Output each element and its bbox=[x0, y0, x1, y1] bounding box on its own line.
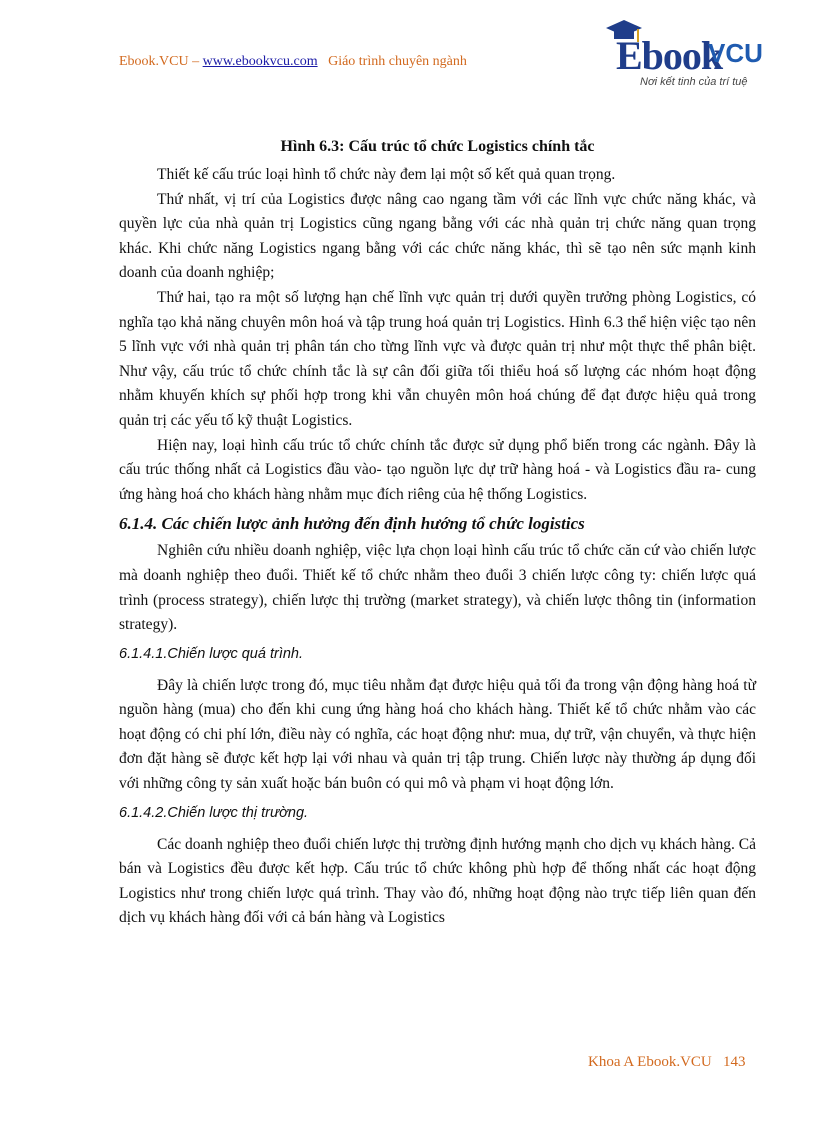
subsection-text-process: Đây là chiến lược trong đó, mục tiêu nhằm đạt được hiệu quả tối đa trong vận động hàng hoá từ nguồn hàng (mua) cho đến khi cung ứng hàng hoá cho khách hàng. Thiết kế tổ chức nhằm vào các hoạt động có chi phí lớn, điều này có nghĩa, các hoạt động như: mua, dự trữ, vận chuyển, và thực hiện đơn đặt hàng sẽ được kết hợp lại với nhau và quản trị tập trung. Chiến lược này thường áp dụng đối với những công ty sản xuất hoặc bán buôn có qui mô và phạm vi hoạt động lớn. bbox=[119, 676, 756, 793]
paragraph: Hiện nay, loại hình cấu trúc tổ chức chính tắc được sử dụng phổ biến trong các ngành. Đây là cấu trúc thống nhất cả Logistics đầu vào- tạo nguồn lực dự trữ hàng hoá - và Logistics đầu ra- cung ứng hàng hoá cho khách hàng nhằm mục đích riêng của hệ thống Logistics. bbox=[119, 436, 756, 503]
logo-brand: Ebook bbox=[616, 33, 723, 78]
logo-brand-vcu: VCU bbox=[708, 38, 763, 68]
figure-title: Hình 6.3: Cấu trúc tổ chức Logistics chính tắc bbox=[280, 138, 595, 155]
ebook-vcu-logo bbox=[600, 18, 780, 98]
header-subtitle: Giáo trình chuyên ngành bbox=[328, 54, 467, 69]
logo-tagline: Nơi kết tinh của trí tuệ bbox=[640, 76, 748, 88]
subsection-text-market: Các doanh nghiệp theo đuổi chiến lược thị trường định hướng mạnh cho dịch vụ khách hàng. Cả bán và Logistics đều được kết hợp. Cấu trúc tổ chức không phù hợp để thống nhất các hoạt động Logistics như trong chiến lược quá trình. Thay vào đó, những hoạt động nào trực tiếp liên quan đến dịch vụ khách hàng đối với cả bán hàng và Logistics bbox=[119, 835, 756, 927]
section-intro: Nghiên cứu nhiều doanh nghiệp, việc lựa chọn loại hình cấu trúc tổ chức căn cứ vào chiến lược mà doanh nghiệp theo đuổi. Thiết kế tổ chức nhằm theo đuổi 3 chiến lược công ty: chiến lược quá trình (process strategy), chiến lược thị trường (market strategy), và chiến lược thông tin (information strategy). bbox=[119, 542, 756, 634]
paragraph: Thứ nhất, vị trí của Logistics được nâng cao ngang tầm với các lĩnh vực chức năng khác, và quyền lực của nhà quản trị Logistics cũng ngang bằng với các nhà quản trị chức năng quan trọng khác. Khi chức năng Logistics ngang bằng với các chức năng khác, thì sẽ tạo nên sức mạnh kinh doanh của doanh nghiệp; bbox=[119, 190, 756, 282]
paragraph: Thiết kế cấu trúc loại hình tổ chức này đem lại một số kết quả quan trọng. bbox=[157, 166, 616, 183]
subsection-heading-market: 6.1.4.2.Chiến lược thị trường. bbox=[119, 804, 309, 821]
page-content bbox=[119, 138, 756, 931]
header-website-link[interactable]: www.ebookvcu.com bbox=[202, 54, 318, 69]
page-footer bbox=[588, 1054, 746, 1071]
header-site-name: Ebook.VCU bbox=[119, 54, 189, 69]
page-header bbox=[119, 54, 467, 70]
footer-text: Khoa A Ebook.VCU bbox=[588, 1054, 712, 1070]
header-separator: – bbox=[192, 54, 200, 69]
page-number: 143 bbox=[723, 1054, 746, 1070]
paragraph: Thứ hai, tạo ra một số lượng hạn chế lĩnh vực quản trị dưới quyền trưởng phòng Logistics, có nghĩa tạo khả năng chuyên môn hoá và tập trung hoá quản trị Logistics. Hình 6.3 thể hiện việc tạo nên 5 lĩnh vực với nhà quản trị phân tán cho từng lĩnh vực và được quản trị như một thực thể phân biệt. Như vậy, cấu trúc tổ chức chính tắc là sự cân đối giữa tối thiểu hoá số lượng các nhóm hoạt động nhằm khuyến khích sự phối hợp trong khi vẫn chuyên môn hoá chúng để đạt được hiệu quả trong quản trị các yếu tố kỹ thuật Logistics. bbox=[119, 288, 756, 429]
section-heading: 6.1.4. Các chiến lược ảnh hưởng đến định hướng tổ chức logistics bbox=[119, 514, 585, 534]
subsection-heading-process: 6.1.4.1.Chiến lược quá trình. bbox=[119, 645, 304, 662]
